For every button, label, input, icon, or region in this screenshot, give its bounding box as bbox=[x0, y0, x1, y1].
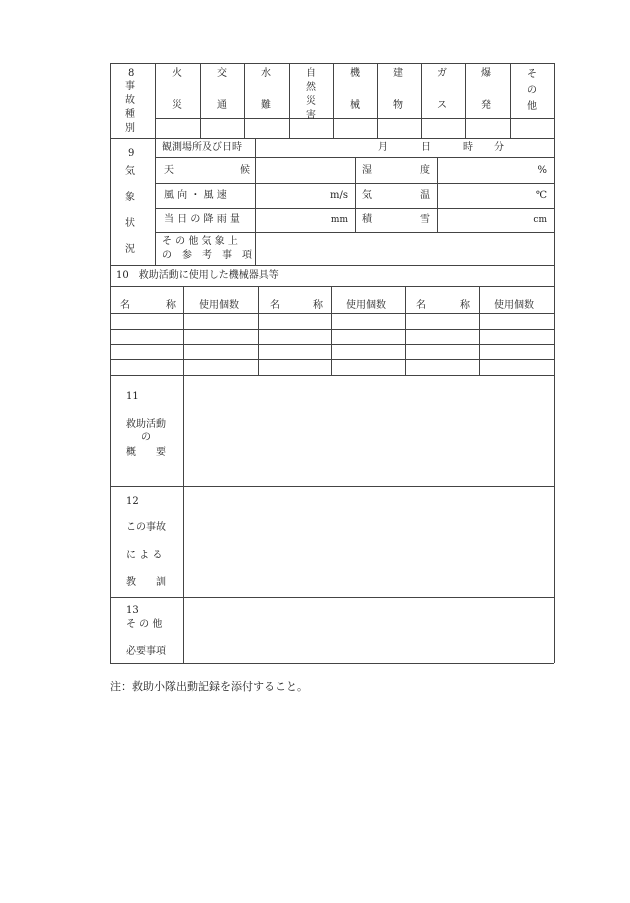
temperature-unit: ℃ bbox=[535, 190, 547, 201]
rain-unit: mm bbox=[330, 215, 348, 225]
accident-type-building-check[interactable] bbox=[378, 119, 420, 137]
observation-datetime-field[interactable]: 月 日 時 分 bbox=[378, 142, 504, 153]
wind-field[interactable] bbox=[256, 184, 354, 207]
wind-unit: m/s bbox=[330, 190, 348, 201]
accident-type-fire-check[interactable] bbox=[156, 119, 199, 137]
accident-type-machine-check[interactable] bbox=[334, 119, 376, 137]
temperature-field[interactable] bbox=[438, 184, 553, 207]
lessons-field[interactable] bbox=[184, 487, 553, 596]
snow-unit: cm bbox=[533, 215, 547, 225]
rain-label: 当 日 の 降 雨 量 bbox=[164, 214, 240, 225]
section8-number: 8 bbox=[128, 68, 135, 79]
table-row[interactable] bbox=[111, 360, 553, 374]
observation-label: 観測場所及び日時 bbox=[162, 142, 242, 153]
rain-field[interactable] bbox=[256, 209, 354, 231]
humidity-unit: % bbox=[537, 165, 547, 176]
humidity-field[interactable] bbox=[438, 158, 553, 182]
accident-type-gas-check[interactable] bbox=[422, 119, 464, 137]
table-row[interactable] bbox=[111, 314, 553, 328]
accident-type-other-check[interactable] bbox=[511, 119, 553, 137]
footnote: 注：救助小隊出動記録を添付すること。 bbox=[110, 680, 308, 693]
table-row[interactable] bbox=[111, 330, 553, 343]
accident-type-traffic-check[interactable] bbox=[201, 119, 243, 137]
table-row[interactable] bbox=[111, 345, 553, 358]
other-notes-field[interactable] bbox=[184, 598, 553, 662]
accident-type-natural-disaster-check[interactable] bbox=[290, 119, 332, 137]
section10-title: 10 救助活動に使用した機械器具等 bbox=[116, 270, 279, 281]
accident-type-water-check[interactable] bbox=[245, 119, 288, 137]
snow-field[interactable] bbox=[438, 209, 553, 231]
rescue-summary-field[interactable] bbox=[184, 376, 553, 485]
other-weather-field[interactable] bbox=[256, 233, 553, 264]
weather-field[interactable] bbox=[256, 158, 354, 182]
accident-type-explosion-check[interactable] bbox=[466, 119, 509, 137]
wind-label: 風 向 ・ 風 速 bbox=[164, 190, 227, 201]
